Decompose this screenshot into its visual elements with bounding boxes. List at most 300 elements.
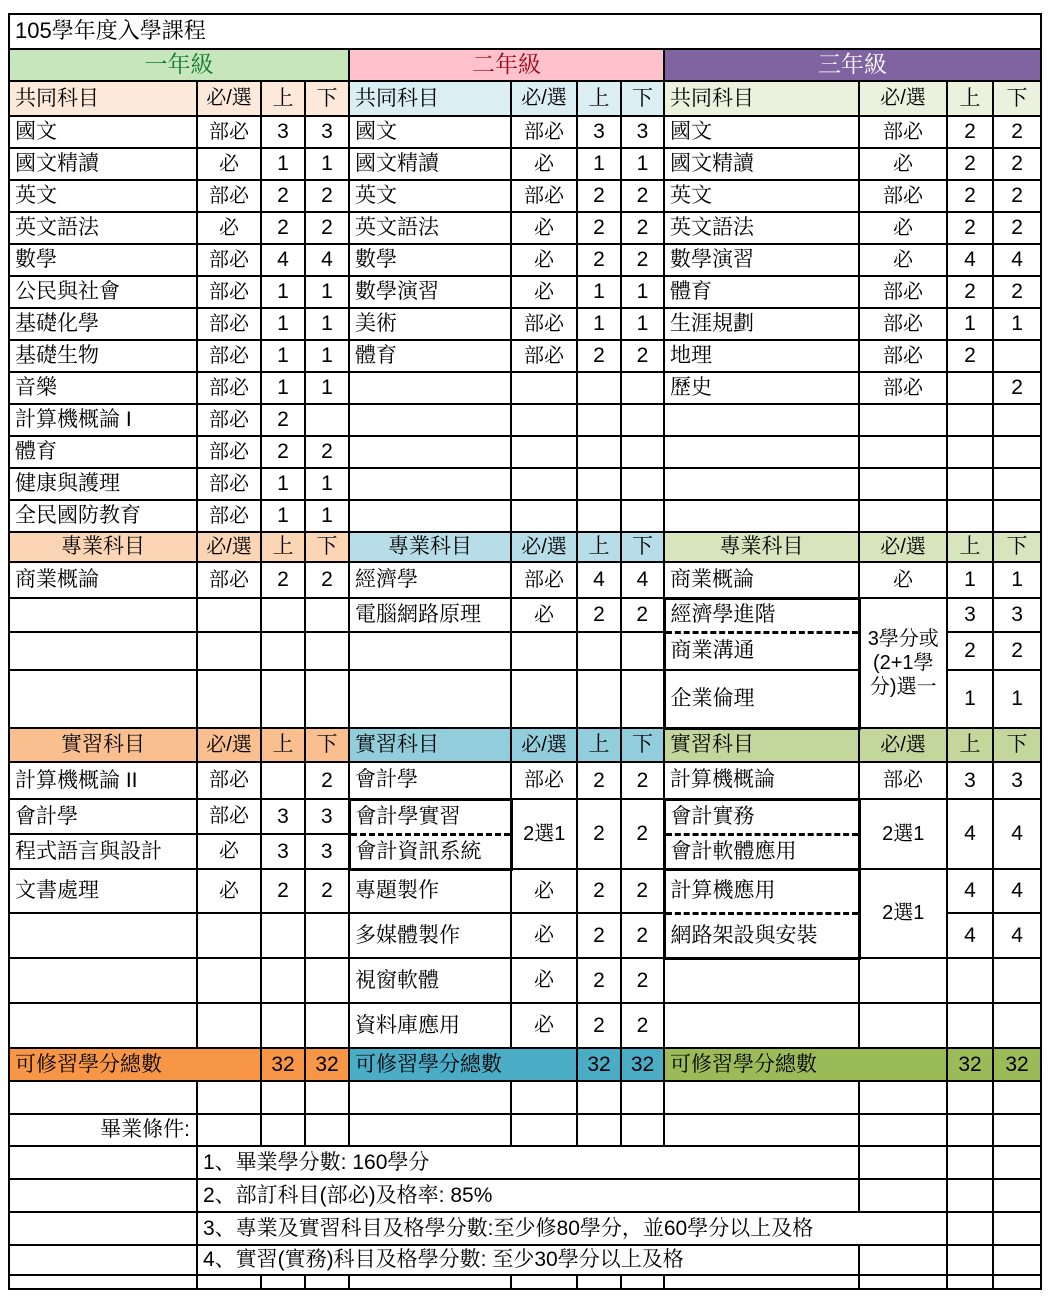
- subject: 電腦網路原理: [349, 598, 511, 632]
- totals-label-y1: 可修習學分總數: [9, 1048, 261, 1081]
- empty-cell: [261, 1114, 305, 1146]
- col-header: 必/選: [511, 81, 577, 116]
- choice-rule: 2選1: [511, 799, 577, 869]
- req-type: 部必: [511, 562, 577, 598]
- subject: 生涯規劃: [664, 308, 859, 340]
- empty-cell: [349, 1081, 511, 1114]
- col-header: 上: [261, 81, 305, 116]
- empty-cell: [947, 1081, 993, 1114]
- section-header-practicum-y2: 實習科目: [349, 728, 511, 762]
- credits: 2: [261, 436, 305, 468]
- subject: 會計軟體應用: [664, 834, 859, 869]
- col-header: 上: [947, 81, 993, 116]
- subject: 計算機概論 I: [9, 404, 197, 436]
- credits: 2: [577, 180, 621, 212]
- empty-cell: [947, 1146, 993, 1179]
- credits: 2: [577, 598, 621, 632]
- empty-cell: [859, 468, 947, 500]
- empty-cell: [859, 436, 947, 468]
- credits: 1: [947, 562, 993, 598]
- col-header: 下: [993, 81, 1041, 116]
- curriculum-table-wrapper: [8, 13, 1040, 1290]
- col-header: 下: [621, 532, 664, 562]
- empty-cell: [993, 1245, 1041, 1275]
- credits: 1: [261, 148, 305, 180]
- credits: 1: [261, 468, 305, 500]
- empty-cell: [511, 670, 577, 728]
- section-header-professional-y2: 專業科目: [349, 532, 511, 562]
- subject: 英文: [9, 180, 197, 212]
- req-type: 部必: [859, 340, 947, 372]
- subject: 英文語法: [349, 212, 511, 244]
- req-type: 必: [511, 1003, 577, 1048]
- graduation-requirement-4: 4、實習(實務)科目及格學分數: 至少30學分以上及格: [197, 1245, 859, 1275]
- col-header: 上: [947, 728, 993, 762]
- subject: 會計資訊系統: [349, 834, 511, 869]
- subject: 會計學: [349, 762, 511, 799]
- credits: 3: [993, 762, 1041, 799]
- section-header-professional-y1: 專業科目: [9, 532, 197, 562]
- empty-cell: [621, 372, 664, 404]
- credits: 2: [947, 276, 993, 308]
- empty-cell: [261, 598, 305, 632]
- empty-cell: [261, 913, 305, 958]
- credits: 2: [993, 212, 1041, 244]
- empty-cell: [947, 500, 993, 532]
- credits: 4: [993, 244, 1041, 276]
- subject: 數學演習: [664, 244, 859, 276]
- empty-cell: [664, 1003, 859, 1048]
- credits: 2: [621, 180, 664, 212]
- credits: 4: [261, 244, 305, 276]
- empty-cell: [511, 632, 577, 670]
- year-1-header: 一年級: [9, 49, 349, 81]
- credits: 2: [305, 869, 349, 913]
- subject: 計算機概論 II: [9, 762, 197, 799]
- col-header: 必/選: [859, 81, 947, 116]
- subject: 音樂: [9, 372, 197, 404]
- credits: 1: [261, 372, 305, 404]
- subject: 會計實務: [664, 799, 859, 834]
- empty-cell: [621, 436, 664, 468]
- req-type: 部必: [197, 404, 261, 436]
- credits: 2: [577, 212, 621, 244]
- empty-cell: [9, 1275, 197, 1289]
- subject: 多媒體製作: [349, 913, 511, 958]
- empty-cell: [577, 1081, 621, 1114]
- credits: 3: [621, 116, 664, 148]
- empty-cell: [197, 598, 261, 632]
- credits: 2: [305, 180, 349, 212]
- credits: 1: [577, 148, 621, 180]
- subject: 計算機概論: [664, 762, 859, 799]
- req-type: 部必: [859, 308, 947, 340]
- empty-cell: [9, 598, 197, 632]
- empty-cell: [9, 1146, 197, 1179]
- totals-value: 32: [577, 1048, 621, 1081]
- graduation-requirement-1: 1、畢業學分數: 160學分: [197, 1146, 859, 1179]
- req-type: 部必: [859, 116, 947, 148]
- col-header: 上: [577, 81, 621, 116]
- empty-cell: [305, 1275, 349, 1289]
- col-header: 必/選: [859, 532, 947, 562]
- empty-cell: [261, 670, 305, 728]
- req-type: 部必: [859, 180, 947, 212]
- req-type: 部必: [197, 340, 261, 372]
- credits: 1: [621, 308, 664, 340]
- empty-cell: [349, 404, 511, 436]
- subject: 國文: [349, 116, 511, 148]
- credits: 2: [577, 799, 621, 869]
- subject: 商業概論: [9, 562, 197, 598]
- section-header-professional-y3: 專業科目: [664, 532, 859, 562]
- col-header: 下: [621, 81, 664, 116]
- subject: 資料庫應用: [349, 1003, 511, 1048]
- col-header: 上: [261, 532, 305, 562]
- credits: 2: [261, 180, 305, 212]
- empty-cell: [993, 1275, 1041, 1289]
- req-type: 部必: [859, 372, 947, 404]
- credits: 2: [621, 799, 664, 869]
- empty-cell: [349, 1114, 511, 1146]
- subject: 體育: [9, 436, 197, 468]
- credits: 3: [261, 834, 305, 869]
- credits: 4: [947, 244, 993, 276]
- empty-cell: [577, 436, 621, 468]
- empty-cell: [197, 632, 261, 670]
- subject: 公民與社會: [9, 276, 197, 308]
- empty-cell: [577, 372, 621, 404]
- empty-cell: [664, 436, 859, 468]
- credits: [993, 340, 1041, 372]
- credits: 2: [261, 869, 305, 913]
- credits: 2: [947, 116, 993, 148]
- credits: 3: [261, 799, 305, 834]
- table-title: 105學年度入學課程: [9, 14, 1041, 49]
- credits: 2: [261, 562, 305, 598]
- empty-cell: [577, 468, 621, 500]
- empty-cell: [511, 404, 577, 436]
- totals-value: 32: [993, 1048, 1041, 1081]
- empty-cell: [947, 1179, 993, 1212]
- col-header: 必/選: [197, 81, 261, 116]
- credits: 2: [621, 340, 664, 372]
- credits: 1: [305, 308, 349, 340]
- credits: 2: [621, 913, 664, 958]
- empty-cell: [947, 1245, 993, 1275]
- year-2-header: 二年級: [349, 49, 664, 81]
- credits: 2: [621, 1003, 664, 1048]
- empty-cell: [621, 1275, 664, 1289]
- empty-cell: [664, 1275, 859, 1289]
- empty-cell: [621, 404, 664, 436]
- empty-cell: [511, 436, 577, 468]
- empty-cell: [349, 436, 511, 468]
- empty-cell: [305, 598, 349, 632]
- empty-cell: [261, 958, 305, 1003]
- subject: 全民國防教育: [9, 500, 197, 532]
- totals-value: 32: [305, 1048, 349, 1081]
- empty-cell: [197, 1114, 261, 1146]
- credits: 2: [577, 244, 621, 276]
- credits: 1: [305, 148, 349, 180]
- col-header: 下: [621, 728, 664, 762]
- credits: 4: [993, 869, 1041, 913]
- credits: 2: [261, 212, 305, 244]
- empty-cell: [197, 958, 261, 1003]
- credits: 4: [577, 562, 621, 598]
- req-type: 必: [859, 562, 947, 598]
- empty-cell: [621, 670, 664, 728]
- subject: 英文: [349, 180, 511, 212]
- req-type: 部必: [197, 562, 261, 598]
- req-type: 部必: [197, 372, 261, 404]
- empty-cell: [511, 468, 577, 500]
- credits: 4: [305, 244, 349, 276]
- req-type: 必: [511, 276, 577, 308]
- empty-cell: [621, 1114, 664, 1146]
- credits: 3: [261, 116, 305, 148]
- empty-cell: [993, 1212, 1041, 1245]
- credits: 1: [621, 276, 664, 308]
- subject: 數學演習: [349, 276, 511, 308]
- credits: 2: [947, 180, 993, 212]
- credits: 2: [577, 958, 621, 1003]
- credits: 2: [305, 762, 349, 799]
- credits: 2: [621, 212, 664, 244]
- req-type: 必: [511, 212, 577, 244]
- credits: 1: [621, 148, 664, 180]
- empty-cell: [577, 670, 621, 728]
- empty-cell: [947, 436, 993, 468]
- empty-cell: [511, 1081, 577, 1114]
- empty-cell: [947, 1003, 993, 1048]
- credits: 4: [621, 562, 664, 598]
- req-type: 必: [511, 598, 577, 632]
- col-header: 必/選: [511, 532, 577, 562]
- credits: [947, 372, 993, 404]
- curriculum-table: [8, 13, 1042, 1290]
- credits: 3: [947, 598, 993, 632]
- credits: [305, 404, 349, 436]
- credits: 2: [993, 372, 1041, 404]
- credits: 2: [621, 958, 664, 1003]
- req-type: 部必: [197, 180, 261, 212]
- empty-cell: [9, 958, 197, 1003]
- req-type: 必: [197, 834, 261, 869]
- req-type: 部必: [511, 762, 577, 799]
- empty-cell: [305, 670, 349, 728]
- empty-cell: [993, 1081, 1041, 1114]
- empty-cell: [859, 1114, 947, 1146]
- credits: 2: [577, 913, 621, 958]
- req-type: 部必: [511, 180, 577, 212]
- choice-rule: 2選1: [859, 869, 947, 958]
- credits: 2: [577, 1003, 621, 1048]
- empty-cell: [577, 1114, 621, 1146]
- col-header: 必/選: [197, 532, 261, 562]
- empty-cell: [349, 1275, 511, 1289]
- empty-cell: [621, 632, 664, 670]
- empty-cell: [261, 1275, 305, 1289]
- credits: 1: [577, 276, 621, 308]
- section-header-common-y3: 共同科目: [664, 81, 859, 116]
- empty-cell: [511, 1114, 577, 1146]
- empty-cell: [664, 404, 859, 436]
- empty-cell: [9, 1245, 197, 1275]
- empty-cell: [947, 1114, 993, 1146]
- subject: 基礎化學: [9, 308, 197, 340]
- credits: 2: [577, 762, 621, 799]
- empty-cell: [349, 632, 511, 670]
- credits: 1: [305, 340, 349, 372]
- empty-cell: [305, 1081, 349, 1114]
- empty-cell: [511, 372, 577, 404]
- empty-cell: [305, 632, 349, 670]
- credits: 2: [993, 180, 1041, 212]
- empty-cell: [993, 1114, 1041, 1146]
- subject: 英文: [664, 180, 859, 212]
- subject: 專題製作: [349, 869, 511, 913]
- empty-cell: [511, 1275, 577, 1289]
- req-type: 必: [859, 212, 947, 244]
- credits: [261, 762, 305, 799]
- empty-cell: [197, 1003, 261, 1048]
- subject: 基礎生物: [9, 340, 197, 372]
- subject: 視窗軟體: [349, 958, 511, 1003]
- req-type: 部必: [197, 762, 261, 799]
- col-header: 上: [261, 728, 305, 762]
- empty-cell: [993, 1146, 1041, 1179]
- empty-cell: [9, 670, 197, 728]
- credits: 1: [305, 276, 349, 308]
- credits: 1: [261, 500, 305, 532]
- subject: 數學: [349, 244, 511, 276]
- credits: 1: [947, 670, 993, 728]
- empty-cell: [664, 468, 859, 500]
- subject: 國文精讀: [9, 148, 197, 180]
- credits: 2: [993, 632, 1041, 670]
- empty-cell: [859, 1275, 947, 1289]
- subject: 國文: [664, 116, 859, 148]
- empty-cell: [197, 670, 261, 728]
- subject: 體育: [349, 340, 511, 372]
- empty-cell: [305, 913, 349, 958]
- section-header-common-y2: 共同科目: [349, 81, 511, 116]
- req-type: 必: [511, 958, 577, 1003]
- empty-cell: [993, 436, 1041, 468]
- req-type: 部必: [511, 340, 577, 372]
- empty-cell: [993, 1179, 1041, 1212]
- empty-cell: [993, 500, 1041, 532]
- col-header: 下: [305, 81, 349, 116]
- req-type: 必: [197, 212, 261, 244]
- credits: 2: [993, 116, 1041, 148]
- empty-cell: [197, 913, 261, 958]
- empty-cell: [577, 500, 621, 532]
- section-header-common-y1: 共同科目: [9, 81, 197, 116]
- col-header: 上: [577, 532, 621, 562]
- req-type: 部必: [859, 762, 947, 799]
- empty-cell: [9, 913, 197, 958]
- empty-cell: [859, 958, 947, 1003]
- empty-cell: [859, 1179, 947, 1212]
- empty-cell: [305, 958, 349, 1003]
- empty-cell: [859, 500, 947, 532]
- req-type: 必: [197, 148, 261, 180]
- empty-cell: [859, 1003, 947, 1048]
- subject: 網路架設與安裝: [664, 913, 859, 958]
- subject: 商業概論: [664, 562, 859, 598]
- req-type: 部必: [197, 244, 261, 276]
- credits: 1: [305, 468, 349, 500]
- req-type: 必: [511, 148, 577, 180]
- req-type: 部必: [511, 308, 577, 340]
- credits: 4: [993, 913, 1041, 958]
- req-type: 部必: [197, 799, 261, 834]
- empty-cell: [197, 1081, 261, 1114]
- empty-cell: [664, 958, 859, 1003]
- credits: 4: [947, 799, 993, 869]
- credits: 4: [947, 869, 993, 913]
- empty-cell: [261, 632, 305, 670]
- empty-cell: [511, 500, 577, 532]
- req-type: 部必: [197, 500, 261, 532]
- empty-cell: [947, 1212, 993, 1245]
- credits: 3: [305, 799, 349, 834]
- empty-cell: [577, 404, 621, 436]
- subject: 計算機應用: [664, 869, 859, 913]
- empty-cell: [349, 500, 511, 532]
- credits: 1: [261, 308, 305, 340]
- col-header: 必/選: [859, 728, 947, 762]
- col-header: 上: [947, 532, 993, 562]
- req-type: 部必: [197, 468, 261, 500]
- subject: 英文語法: [9, 212, 197, 244]
- totals-value: 32: [621, 1048, 664, 1081]
- subject: 國文: [9, 116, 197, 148]
- req-type: 部必: [197, 308, 261, 340]
- col-header: 上: [577, 728, 621, 762]
- graduation-requirement-2: 2、部訂科目(部必)及格率: 85%: [197, 1179, 859, 1212]
- subject: 會計學實習: [349, 799, 511, 834]
- credits: 2: [621, 869, 664, 913]
- credits: 1: [577, 308, 621, 340]
- subject: 會計學: [9, 799, 197, 834]
- col-header: 必/選: [511, 728, 577, 762]
- empty-cell: [859, 1081, 947, 1114]
- graduation-requirement-3: 3、專業及實習科目及格學分數:至少修80學分，並60學分以上及格: [197, 1212, 947, 1245]
- col-header: 下: [305, 728, 349, 762]
- subject: 歷史: [664, 372, 859, 404]
- credits: 2: [305, 212, 349, 244]
- req-type: 必: [511, 244, 577, 276]
- credits: 3: [577, 116, 621, 148]
- empty-cell: [621, 500, 664, 532]
- empty-cell: [664, 1114, 859, 1146]
- subject: 程式語言與設計: [9, 834, 197, 869]
- empty-cell: [305, 1003, 349, 1048]
- empty-cell: [305, 1114, 349, 1146]
- graduation-conditions-label: 畢業條件:: [9, 1114, 197, 1146]
- empty-cell: [349, 372, 511, 404]
- subject: 美術: [349, 308, 511, 340]
- credits: 2: [993, 276, 1041, 308]
- subject: 商業溝通: [664, 632, 859, 670]
- credits: 4: [993, 799, 1041, 869]
- subject: 體育: [664, 276, 859, 308]
- req-type: 部必: [197, 276, 261, 308]
